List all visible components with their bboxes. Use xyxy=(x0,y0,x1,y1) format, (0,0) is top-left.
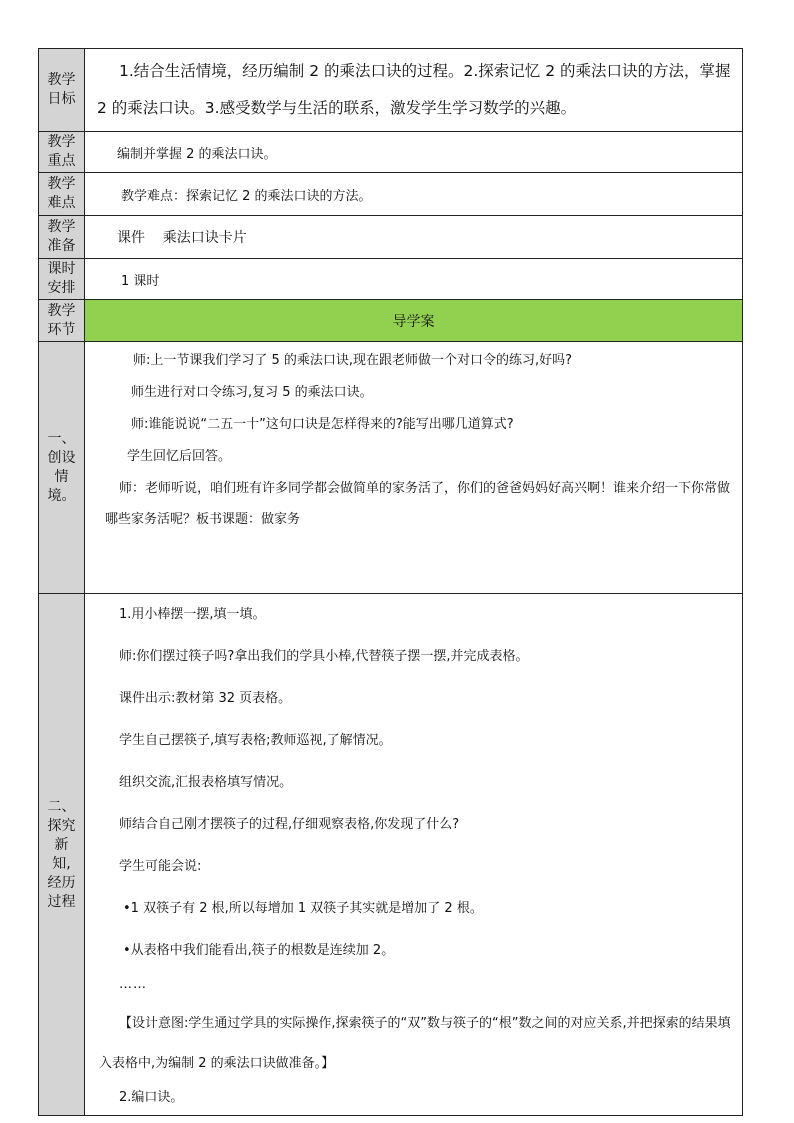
section1-label: 一、 创设 情 境。 xyxy=(47,430,76,504)
section2-row xyxy=(39,594,743,1116)
objectives-text: 1.结合生活情境，经历编制 2 的乘法口诀的过程。2.探索记忆 2 的乘法口诀的方法，掌握 2 的乘法口诀。3.感受数学与生活的联系，激发学生学习数学的兴趣。 xyxy=(97,62,731,117)
key-points-label-cell xyxy=(39,132,85,173)
section2-bullet: •从表格中我们能看出,筷子的根数是连续加 2。 xyxy=(123,943,395,958)
key-points-row xyxy=(39,132,743,173)
preparation-text: 课件 乘法口诀卡片 xyxy=(85,216,743,259)
section2-content xyxy=(85,594,743,1116)
section2-line: 学生可能会说: xyxy=(119,859,202,874)
section1-line: 师:谁能说说“二五一十”这句口诀是怎样得来的?能写出哪几道算式? xyxy=(131,417,514,432)
schedule-text: 1 课时 xyxy=(85,259,743,300)
schedule-label-cell xyxy=(39,259,85,300)
section2-line: 师结合自己刚才摆筷子的过程,仔细观察表格,你发现了什么? xyxy=(119,817,460,832)
section1-line: 学生回忆后回答。 xyxy=(127,449,232,464)
lesson-plan-table xyxy=(38,48,743,1116)
steps-label: 教学 环节 xyxy=(47,302,76,338)
section2-label: 二、 探究 新 知, 经历 过程 xyxy=(47,798,76,910)
section2-bullet-text: 从表格中我们能看出,筷子的根数是连续加 2。 xyxy=(130,943,395,958)
objectives-label-cell xyxy=(39,49,85,132)
section2-label-cell xyxy=(39,594,85,1116)
section1-content xyxy=(85,342,743,594)
section2-line: 组织交流,汇报表格填写情况。 xyxy=(119,775,293,790)
section2-line: 1.用小棒摆一摆,填一填。 xyxy=(119,607,266,622)
key-points-text: 编制并掌握 2 的乘法口诀。 xyxy=(85,132,743,173)
section1-line: 师生进行对口令练习,复习 5 的乘法口诀。 xyxy=(131,385,373,400)
guide-banner: 导学案 xyxy=(85,300,743,342)
key-points-label: 教学 重点 xyxy=(47,134,76,169)
section1-row xyxy=(39,342,743,594)
difficulties-text: 教学难点：探索记忆 2 的乘法口诀的方法。 xyxy=(85,173,743,216)
section2-bullet-text: 1 双筷子有 2 根,所以每增加 1 双筷子其实就是增加了 2 根。 xyxy=(130,901,483,916)
section2-ellipsis: …… xyxy=(119,977,147,992)
steps-row xyxy=(39,300,743,342)
objectives-content-cell xyxy=(85,49,743,132)
section2-next: 2.编口诀。 xyxy=(119,1090,184,1105)
section2-bullet: •1 双筷子有 2 根,所以每增加 1 双筷子其实就是增加了 2 根。 xyxy=(123,901,483,916)
difficulties-row xyxy=(39,173,743,216)
preparation-label: 教学 准备 xyxy=(47,219,76,254)
preparation-label-cell xyxy=(39,216,85,259)
steps-label-cell xyxy=(39,300,85,342)
section2-line: 课件出示:教材第 32 页表格。 xyxy=(119,691,292,706)
section1-label-cell xyxy=(39,342,85,594)
preparation-row xyxy=(39,216,743,259)
section2-line: 学生自己摆筷子,填写表格;教师巡视,了解情况。 xyxy=(119,733,392,748)
difficulties-label-cell xyxy=(39,173,85,216)
section2-line: 师:你们摆过筷子吗?拿出我们的学具小棒,代替筷子摆一摆,并完成表格。 xyxy=(119,649,529,664)
section1-line: 师:上一节课我们学习了 5 的乘法口诀,现在跟老师做一个对口令的练习,好吗? xyxy=(133,353,573,368)
section1-line: 师：老师听说，咱们班有许多同学都会做简单的家务活了，你们的爸爸妈妈好高兴啊！谁来介绍一下你常做哪些家务活呢？板书课题：做家务 xyxy=(105,481,731,527)
objectives-label: 教学 日标 xyxy=(47,72,76,107)
difficulties-label: 教学 难点 xyxy=(47,176,76,211)
schedule-label: 课时 安排 xyxy=(47,261,76,296)
schedule-row xyxy=(39,259,743,300)
objectives-row xyxy=(39,49,743,132)
design-intent-note: 【设计意图:学生通过学具的实际操作,探索筷子的“双”数与筷子的“根”数之间的对应关系,并把探索的结果填入表格中,为编制 2 的乘法口诀做准备。】 xyxy=(99,1016,731,1071)
